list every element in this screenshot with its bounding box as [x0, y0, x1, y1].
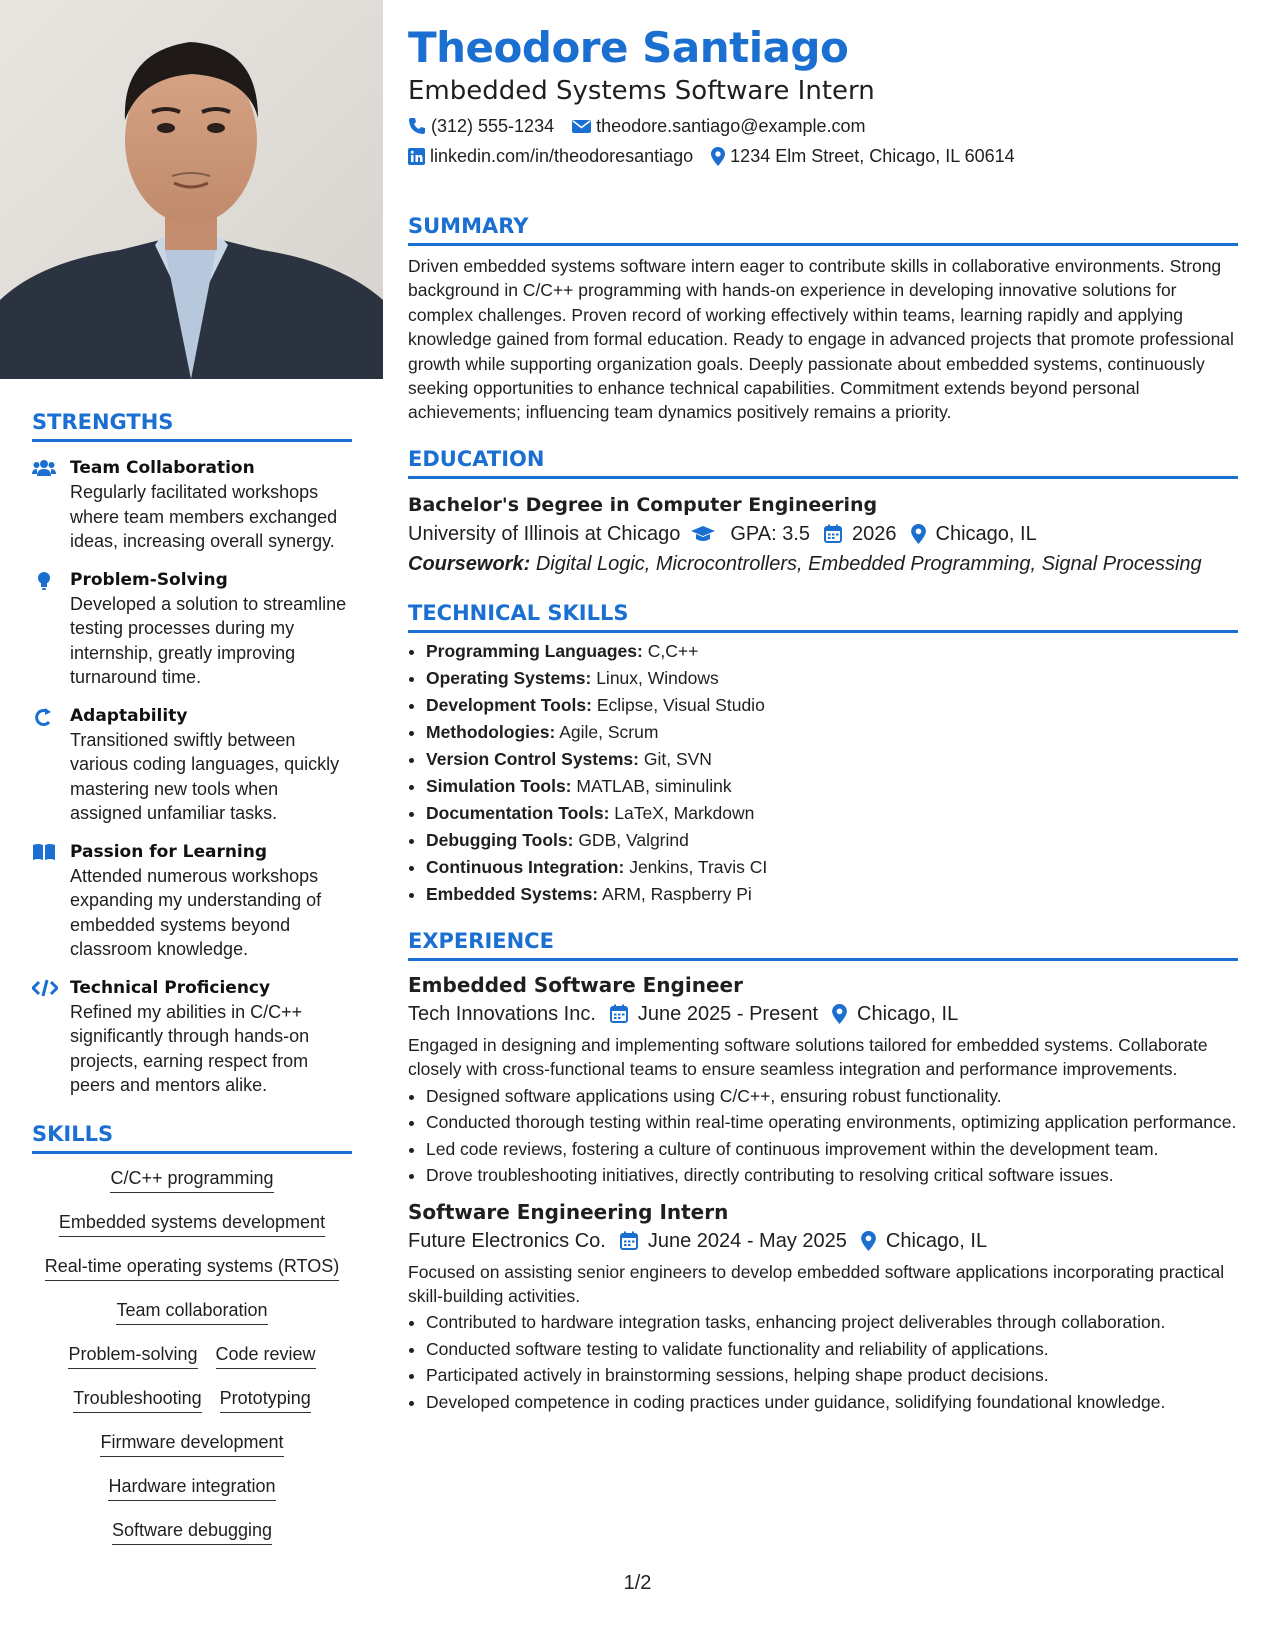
list-item: • Drove troubleshooting initiatives, directly contributing to resolving critical software issues.	[426, 1163, 1238, 1188]
company-name: Future Electronics Co.	[408, 1229, 606, 1252]
skill-value: ARM, Raspberry Pi	[602, 883, 752, 904]
summary-title: SUMMARY	[408, 214, 1238, 246]
skill-value: Jenkins, Travis CI	[629, 856, 768, 877]
list-item: • Conducted software testing to validate functionality and reliability of applications.	[426, 1337, 1238, 1362]
graduation-cap-icon	[690, 525, 716, 543]
job-location-text: Chicago, IL	[857, 1002, 959, 1025]
candidate-name: Theodore Santiago	[408, 23, 849, 72]
skill-tag: Embedded systems development	[59, 1210, 325, 1237]
list-item: • Participated actively in brainstorming sessions, helping shape product decisions.	[426, 1363, 1238, 1388]
job-dates	[620, 1226, 847, 1256]
address-text: 1234 Elm Street, Chicago, IL 60614	[730, 146, 1015, 166]
linkedin-text: linkedin.com/in/theodoresantiago	[430, 146, 694, 166]
map-pin-icon	[861, 1231, 876, 1251]
address-contact	[711, 142, 1015, 170]
education-title: EDUCATION	[408, 447, 1238, 479]
strengths-title: STRENGTHS	[32, 410, 352, 442]
list-item: • Led code reviews, fostering a culture of continuous improvement within the development team.	[426, 1137, 1238, 1162]
summary-section	[408, 214, 1238, 425]
strength-title: Technical Proficiency	[70, 977, 271, 998]
list-item: • Conducted thorough testing within real-time operating environments, optimizing application performance.	[426, 1110, 1238, 1135]
edu-location	[911, 519, 1037, 549]
strength-item	[32, 568, 352, 690]
technical-skills-list	[408, 639, 1238, 907]
skill-label: Simulation Tools:	[426, 775, 572, 796]
candidate-headline: Embedded Systems Software Intern	[408, 76, 875, 106]
map-pin-icon	[832, 1004, 847, 1024]
email-contact[interactable]	[572, 112, 865, 140]
education-section	[408, 447, 1238, 579]
list-item: • Developed competence in coding practices under guidance, solidifying foundational knowledge.	[426, 1390, 1238, 1415]
list-item	[426, 801, 1238, 826]
skill-label: Operating Systems:	[426, 667, 592, 688]
code-icon	[32, 976, 70, 1098]
job-description: Focused on assisting senior engineers to develop embedded software applications incorporating practical skill-building activities.	[408, 1261, 1225, 1307]
list-item	[426, 720, 1238, 745]
skill-tag: Firmware development	[100, 1430, 283, 1457]
job-bullets	[408, 1084, 1238, 1188]
main-content	[408, 22, 1238, 1416]
technical-skills-title: TECHNICAL SKILLS	[408, 601, 1238, 633]
skill-tag: Code review	[216, 1342, 316, 1369]
skill-value: C,C++	[647, 640, 699, 661]
phone-contact	[408, 112, 554, 140]
list-item	[426, 747, 1238, 772]
list-item	[426, 828, 1238, 853]
job-dates	[610, 999, 818, 1029]
profile-photo	[0, 0, 383, 379]
skill-label: Debugging Tools:	[426, 829, 574, 850]
phone-icon	[408, 117, 426, 135]
skills-section	[32, 1122, 352, 1545]
lightbulb-icon	[32, 568, 70, 690]
job-bullets	[408, 1310, 1238, 1414]
job-description: Engaged in designing and implementing software solutions tailored for embedded systems. Collaborate closely with cross-functional teams to ensure seamless integration and performance improvements.	[408, 1034, 1208, 1080]
skill-value: Agile, Scrum	[559, 721, 659, 742]
coursework-text: Digital Logic, Microcontrollers, Embedded Programming, Signal Processing	[535, 552, 1202, 575]
strength-title: Adaptability	[70, 705, 188, 726]
list-item	[426, 639, 1238, 664]
coursework	[408, 549, 1238, 579]
refresh-icon	[32, 704, 70, 826]
skill-label: Embedded Systems:	[426, 883, 599, 904]
list-item	[426, 855, 1238, 880]
job-dates-text: June 2024 - May 2025	[647, 1229, 847, 1252]
list-item	[426, 882, 1238, 907]
summary-text: Driven embedded systems software intern eager to contribute skills in collaborative environments. Strong background in C/C++ programming with hands-on experience in developing innovative solutions for complex challenges. Proven record of working effectively within teams, learning rapidly and applying knowledge gained from formal education. Ready to engage in advanced projects that promote professional growth while supporting organization goals. Deeply passionate about embedded systems, continuously seeking opportunities to enhance technical capabilities. Commitment extends beyond personal achievements; influencing team dynamics positively remains a priority.	[408, 256, 1234, 423]
map-pin-icon	[711, 147, 725, 166]
page-number: 1/2	[623, 1572, 652, 1594]
skill-tag: Real-time operating systems (RTOS)	[45, 1254, 339, 1281]
skill-tag: C/C++ programming	[110, 1166, 273, 1193]
list-item	[426, 774, 1238, 799]
experience-title: EXPERIENCE	[408, 929, 1238, 961]
grad-year	[824, 519, 897, 549]
strength-desc: Attended numerous workshops expanding my understanding of embedded systems beyond classroom knowledge.	[70, 865, 322, 959]
skill-tag: Team collaboration	[116, 1298, 267, 1325]
job-title: Embedded Software Engineer	[408, 972, 743, 997]
skill-value: MATLAB, siminulink	[576, 775, 732, 796]
skill-label: Documentation Tools:	[426, 802, 610, 823]
list-item: • Contributed to hardware integration tasks, enhancing project deliverables through collaboration.	[426, 1310, 1238, 1335]
strength-title: Problem-Solving	[70, 569, 228, 590]
skill-tag: Troubleshooting	[73, 1386, 201, 1413]
skill-tag: Problem-solving	[68, 1342, 197, 1369]
skills-title: SKILLS	[32, 1122, 352, 1154]
strength-desc: Developed a solution to streamline testing processes during my internship, greatly improving turnaround time.	[70, 593, 347, 687]
map-pin-icon	[911, 524, 926, 544]
gpa: GPA: 3.5	[730, 522, 811, 545]
calendar-icon	[824, 524, 842, 543]
job-entry	[408, 1198, 1238, 1415]
skill-tag: Prototyping	[220, 1386, 311, 1413]
strength-desc: Regularly facilitated workshops where team members exchanged ideas, increasing overall synergy.	[70, 482, 338, 551]
envelope-icon	[572, 119, 591, 134]
job-title: Software Engineering Intern	[408, 1199, 729, 1224]
contact-info	[408, 112, 1238, 170]
list-item	[426, 693, 1238, 718]
email-text: theodore.santiago@example.com	[596, 116, 866, 136]
skill-value: Git, SVN	[643, 748, 712, 769]
calendar-icon	[610, 1004, 628, 1023]
experience-section	[408, 929, 1238, 1415]
school-text: University of Illinois at Chicago	[408, 522, 681, 545]
skill-label: Continuous Integration:	[426, 856, 625, 877]
job-entry	[408, 971, 1238, 1188]
coursework-label: Coursework:	[408, 552, 531, 575]
strength-title: Passion for Learning	[70, 841, 268, 862]
job-location	[832, 999, 958, 1029]
degree-title: Bachelor's Degree in Computer Engineering	[408, 493, 878, 516]
edu-location-text: Chicago, IL	[935, 522, 1037, 545]
list-item: • Designed software applications using C/C++, ensuring robust functionality.	[426, 1084, 1238, 1109]
strength-item	[32, 840, 352, 962]
skill-label: Programming Languages:	[426, 640, 643, 661]
linkedin-icon	[408, 148, 425, 165]
skill-label: Development Tools:	[426, 694, 592, 715]
list-item	[426, 666, 1238, 691]
strength-title: Team Collaboration	[70, 458, 255, 478]
job-location	[861, 1226, 987, 1256]
skill-value: Eclipse, Visual Studio	[596, 694, 765, 715]
users-icon	[32, 456, 70, 554]
skill-value: GDB, Valgrind	[578, 829, 689, 850]
job-dates-text: June 2025 - Present	[637, 1002, 819, 1025]
skill-label: Version Control Systems:	[426, 748, 639, 769]
strength-item	[32, 704, 352, 826]
strength-desc: Transitioned swiftly between various coding languages, quickly mastering new tools when assigned unfamiliar tasks.	[70, 729, 340, 823]
strengths-section	[32, 410, 352, 1098]
skill-tag: Hardware integration	[108, 1474, 275, 1501]
sidebar	[0, 0, 383, 1650]
calendar-icon	[620, 1231, 638, 1250]
phone-text: (312) 555-1234	[431, 116, 555, 136]
linkedin-contact[interactable]	[408, 142, 693, 170]
book-icon	[32, 840, 70, 962]
job-location-text: Chicago, IL	[885, 1229, 988, 1252]
skill-value: LaTeX, Markdown	[614, 802, 755, 823]
skill-value: Linux, Windows	[596, 667, 719, 688]
strength-item	[32, 456, 352, 554]
skill-tag: Software debugging	[112, 1518, 272, 1545]
grad-year-text: 2026	[852, 522, 897, 545]
technical-skills-section	[408, 601, 1238, 907]
skill-label: Methodologies:	[426, 721, 556, 742]
company-name: Tech Innovations Inc.	[408, 1002, 596, 1025]
strength-desc: Refined my abilities in C/C++ significantly through hands-on projects, earning respect from peers and mentors alike.	[70, 1001, 310, 1095]
strength-item	[32, 976, 352, 1098]
school-name	[408, 519, 716, 549]
